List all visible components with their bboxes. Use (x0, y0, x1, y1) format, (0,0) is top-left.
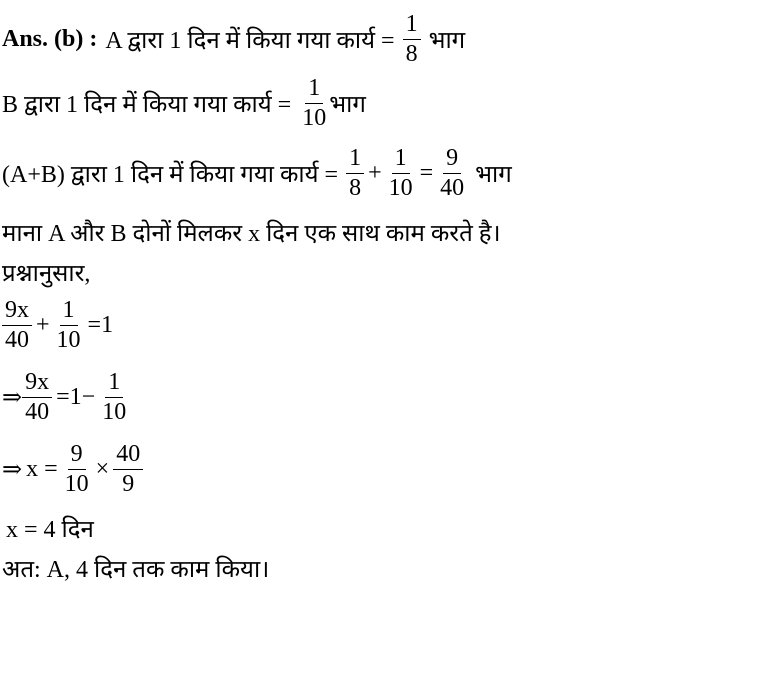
fraction-1-8 (346, 146, 364, 201)
result-line: x = 4 दिन (6, 517, 94, 543)
fraction-40-9 (113, 442, 143, 497)
implies-arrow-icon: ⇒ (2, 457, 23, 484)
fraction-1-10 (99, 370, 129, 425)
fraction-numerator: 1 (105, 370, 123, 398)
equation-rhs: =1 (87, 312, 114, 339)
fraction-numerator: 1 (305, 76, 323, 104)
ab-work-text: (A+B) द्वारा 1 दिन में किया गया कार्य = (2, 162, 339, 189)
fraction-1-10 (54, 298, 84, 353)
fraction-9-40 (437, 146, 467, 201)
equation-2 (2, 370, 129, 425)
equation-lhs: x = (26, 456, 58, 483)
fraction-denominator: 40 (440, 175, 465, 202)
equation-middle: =1− (56, 384, 96, 411)
answer-label: Ans. (b) : (2, 26, 98, 53)
as-per-question-line: प्रश्नानुसार, (2, 261, 91, 287)
fraction-denominator: 10 (302, 105, 327, 132)
equals-sign: = (419, 160, 434, 187)
fraction-1-10 (386, 146, 416, 201)
ab-work-line (2, 146, 512, 201)
fraction-numerator: 1 (346, 146, 364, 174)
a-work-fraction (403, 12, 421, 67)
fraction-9x-40 (2, 298, 32, 353)
equation-3 (2, 442, 143, 497)
fraction-numerator: 9 (443, 146, 461, 174)
fraction-denominator: 10 (56, 327, 81, 354)
fraction-denominator: 40 (25, 399, 50, 426)
fraction-numerator: 40 (113, 442, 143, 470)
assumption-line: माना A और B दोनों मिलकर x दिन एक साथ काम करते है। (2, 221, 501, 247)
fraction-numerator: 1 (60, 298, 78, 326)
fraction-denominator: 8 (405, 41, 418, 68)
unit-text: भाग (428, 28, 466, 55)
unit-text: भाग (329, 92, 366, 119)
fraction-numerator: 9 (68, 442, 86, 470)
fraction-denominator: 40 (5, 327, 29, 354)
fraction-numerator: 1 (392, 146, 410, 174)
implies-arrow-icon: ⇒ (2, 385, 23, 412)
fraction-numerator: 9x (22, 370, 52, 398)
b-work-text: B द्वारा 1 दिन में किया गया कार्य = (2, 92, 292, 119)
b-work-line (2, 76, 366, 131)
fraction-denominator: 8 (349, 175, 362, 202)
plus-sign: + (36, 312, 50, 339)
answer-line (2, 12, 465, 67)
plus-sign: + (368, 160, 382, 187)
fraction-denominator: 10 (388, 175, 413, 202)
fraction-denominator: 10 (102, 399, 127, 426)
fraction-numerator: 1 (403, 12, 421, 40)
unit-text: भाग (475, 162, 512, 189)
fraction-numerator: 9x (2, 298, 32, 326)
a-work-text: A द्वारा 1 दिन में किया गया कार्य = (105, 28, 395, 55)
fraction-9-10 (62, 442, 92, 497)
fraction-9x-40 (22, 370, 52, 425)
fraction-denominator: 10 (64, 471, 89, 498)
conclusion-line: अत: A, 4 दिन तक काम किया। (2, 557, 270, 583)
times-sign: × (95, 456, 110, 483)
equation-1 (2, 298, 117, 353)
fraction-denominator: 9 (122, 471, 135, 498)
b-work-fraction (299, 76, 329, 131)
